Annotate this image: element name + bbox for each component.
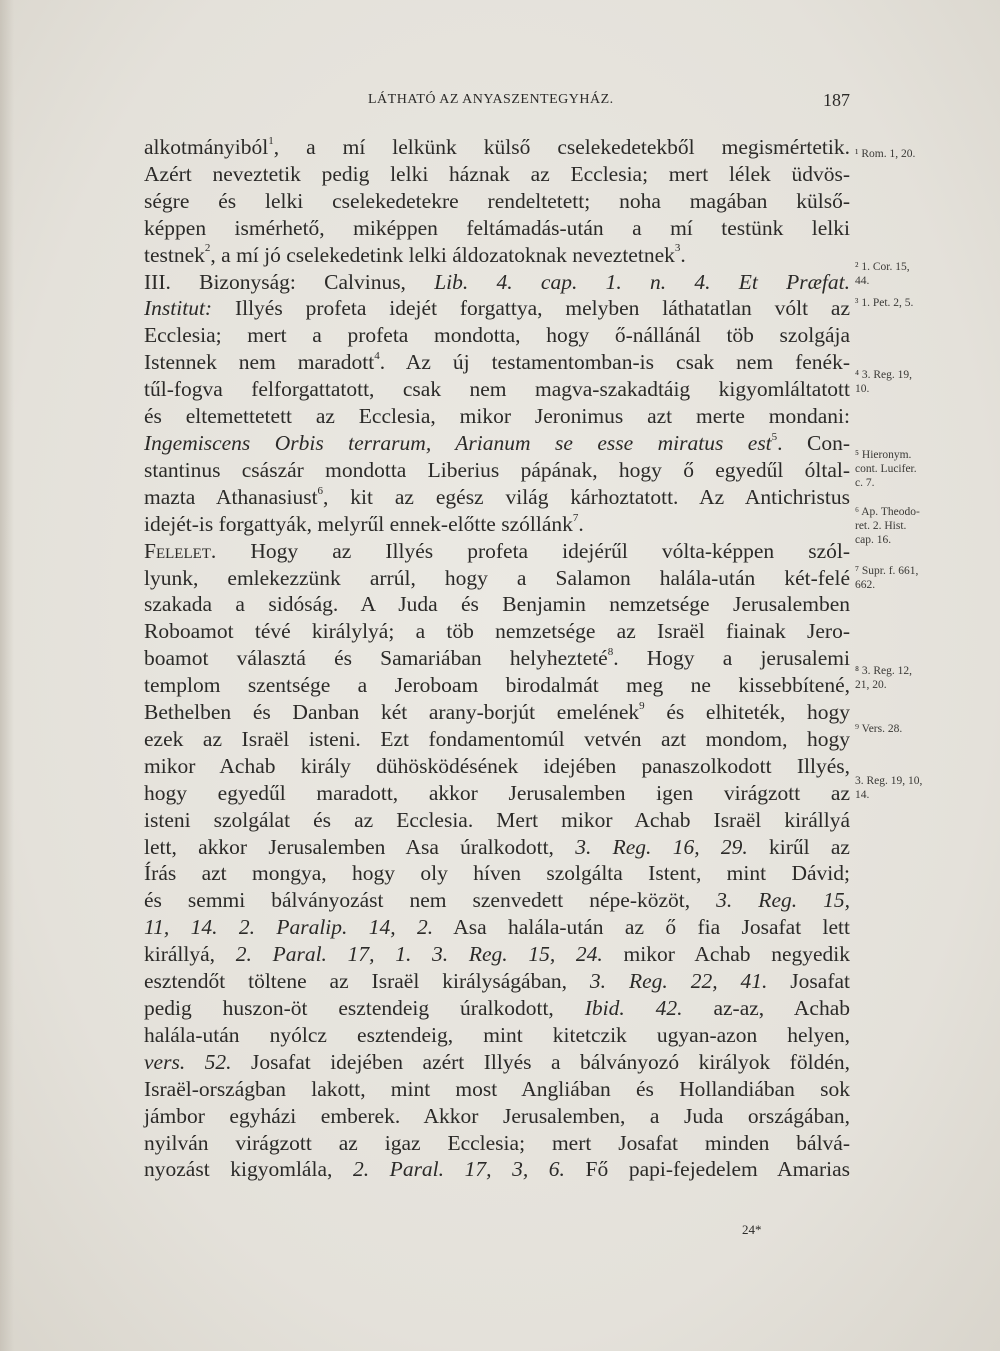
- text-line: mikor Achab király dühösködésének idejében panaszolkodott Illyés,: [144, 753, 850, 778]
- page-binding-shadow: [0, 0, 14, 1351]
- text-line: stantinus császár mondotta Liberius pápának, hogy ő egyedűl óltal-: [144, 457, 850, 482]
- text-line: képpen ismérhető, miképpen feltámadás-után a mí testünk lelki: [144, 215, 850, 240]
- text-line: szakada a sidóság. A Juda és Benjamin nemzetsége Jerusalemben: [144, 592, 850, 617]
- text-line: Istennek nem maradott$^4$. Az új testamentomban-is csak nem fenék-: [144, 350, 850, 375]
- text-line: idejét-is forgattyák, melyrűl ennek-előtte szóllánk$^7$.: [144, 511, 584, 536]
- text-line: alkotmányiból$^1$, a mí lelkünk külső cselekedetekből megismértetik.: [144, 134, 850, 159]
- text-line: III. Bizonyság: Calvinus, Lib. 4. cap. 1. n. 4. Et Præfat.: [144, 269, 850, 294]
- text-line: mazta Athanasiust$^6$, kit az egész világ kárhoztatott. Az Antichristus: [144, 484, 850, 509]
- text-line: Institut: Illyés profeta idejét forgattya, melyben láthatatlan vólt az: [144, 296, 850, 321]
- margin-note: ⁷ Supr. f. 661, 662.: [855, 565, 919, 591]
- page-header: [140, 90, 852, 114]
- text-line: jámbor egyházi emberek. Akkor Jerusalemben, a Juda országában,: [144, 1103, 850, 1128]
- text-line: nyozást kigyomlála, 2. Paral. 17, 3, 6. Fő papi-fejedelem Amarias: [144, 1157, 850, 1182]
- text-line: lyunk, emlekezzünk arrúl, hogy a Salamon halála-után két-felé: [144, 565, 850, 590]
- text-line: és eltemettetett az Ecclesia, mikor Jeronimus azt merte mondani:: [144, 404, 850, 429]
- margin-note: ³ 1. Pet. 2, 5.: [855, 297, 914, 309]
- margin-note: ⁸ 3. Reg. 12, 21, 20.: [855, 665, 913, 691]
- margin-note: ⁶ Ap. Theodo- ret. 2. Hist. cap. 16.: [855, 506, 920, 546]
- text-line: Azért neveztetik pedig lelki háznak az Ecclesia; mert lélek üdvös-: [144, 161, 850, 186]
- text-line: Roboamot tévé királylyá; a töb nemzetsége az Israël fiainak Jero-: [144, 619, 850, 644]
- text-line: pedig huszon-öt esztendeig úralkodott, Ibid. 42. az-az, Achab: [144, 996, 850, 1020]
- text-line: Felelet. Hogy az Illyés profeta idejérűl vólta-képpen szól-: [144, 538, 850, 563]
- margin-note: ² 1. Cor. 15, 44.: [855, 261, 910, 287]
- margin-note: ⁹ Vers. 28.: [855, 723, 903, 735]
- printer-signature-mark: 24*: [742, 1222, 762, 1237]
- margin-note: 3. Reg. 19, 10, 14.: [855, 775, 923, 801]
- text-line: esztendőt töltene az Israël királyságában, 3. Reg. 22, 41. Josafat: [144, 969, 850, 994]
- text-line: lett, akkor Jerusalemben Asa úralkodott, 3. Reg. 16, 29. kirűl az: [144, 834, 850, 859]
- text-line: tűl-fogva felforgattatott, csak nem magva-szakadtáig kigyomláltatott: [144, 377, 850, 402]
- page-number: 187: [823, 90, 850, 110]
- text-line: és semmi bálványozást nem szenvedett népe-közöt, 3. Reg. 15,: [144, 888, 850, 913]
- main-text: [144, 134, 850, 1183]
- text-line: királlyá, 2. Paral. 17, 1. 3. Reg. 15, 24. mikor Achab negyedik: [144, 942, 851, 967]
- margin-note: ¹ Rom. 1, 20.: [855, 148, 916, 160]
- text-line: testnek$^2$, a mí jó cselekedetink lelki áldozatoknak neveztetnek$^3$.: [144, 242, 686, 267]
- text-line: Írás azt mongya, hogy oly híven szolgálta Istent, mint Dávid;: [144, 861, 850, 886]
- text-line: ezek az Israël isteni. Ezt fondamentomúl vetvén azt mondom, hogy: [144, 726, 850, 751]
- text-line: Ingemiscens Orbis terrarum, Arianum se esse miratus est$^5$. Con-: [144, 430, 850, 455]
- margin-note: ⁴ 3. Reg. 19, 10.: [855, 369, 913, 395]
- text-line: Bethelben és Danban két arany-borjút emelének$^9$ és elhiteték, hogy: [144, 699, 850, 725]
- text-line: templom szentsége a Jeroboam birodalmát meg ne kissebbítené,: [144, 673, 850, 698]
- text-line: 11, 14. 2. Paralip. 14, 2. Asa halála-után az ő fia Josafat lett: [144, 915, 850, 940]
- text-line: Israël-országban lakott, mint most Angliában és Hollandiában sok: [144, 1076, 850, 1101]
- margin-note: ⁵ Hieronym. cont. Lucifer. c. 7.: [855, 449, 917, 489]
- text-line: ségre és lelki cselekedetekre rendeltetett; noha magában külső-: [144, 188, 850, 213]
- running-head: LÁTHATÓ AZ ANYASZENTEGYHÁZ.: [368, 92, 614, 107]
- text-line: Ecclesia; mert a profeta mondotta, hogy ő-nállánál töb szolgája: [144, 323, 850, 348]
- text-line: halála-után nyólcz esztendeig, mint kitetczik ugyan-azon helyen,: [144, 1022, 850, 1047]
- text-line: vers. 52. Josafat idejében azért Illyés a bálványozó királyok földén,: [144, 1049, 850, 1074]
- text-line: isteni szolgálat és az Ecclesia. Mert mikor Achab Israël királlyá: [144, 807, 850, 832]
- text-line: nyilván virágzott az igaz Ecclesia; mert Josafat minden bálvá-: [144, 1130, 850, 1155]
- text-line: hogy egyedűl maradott, akkor Jerusalemben igen virágzott az: [144, 780, 850, 805]
- text-line: boamot választá és Samariában helyhezteté$^8$. Hogy a jerusalemi: [144, 646, 850, 671]
